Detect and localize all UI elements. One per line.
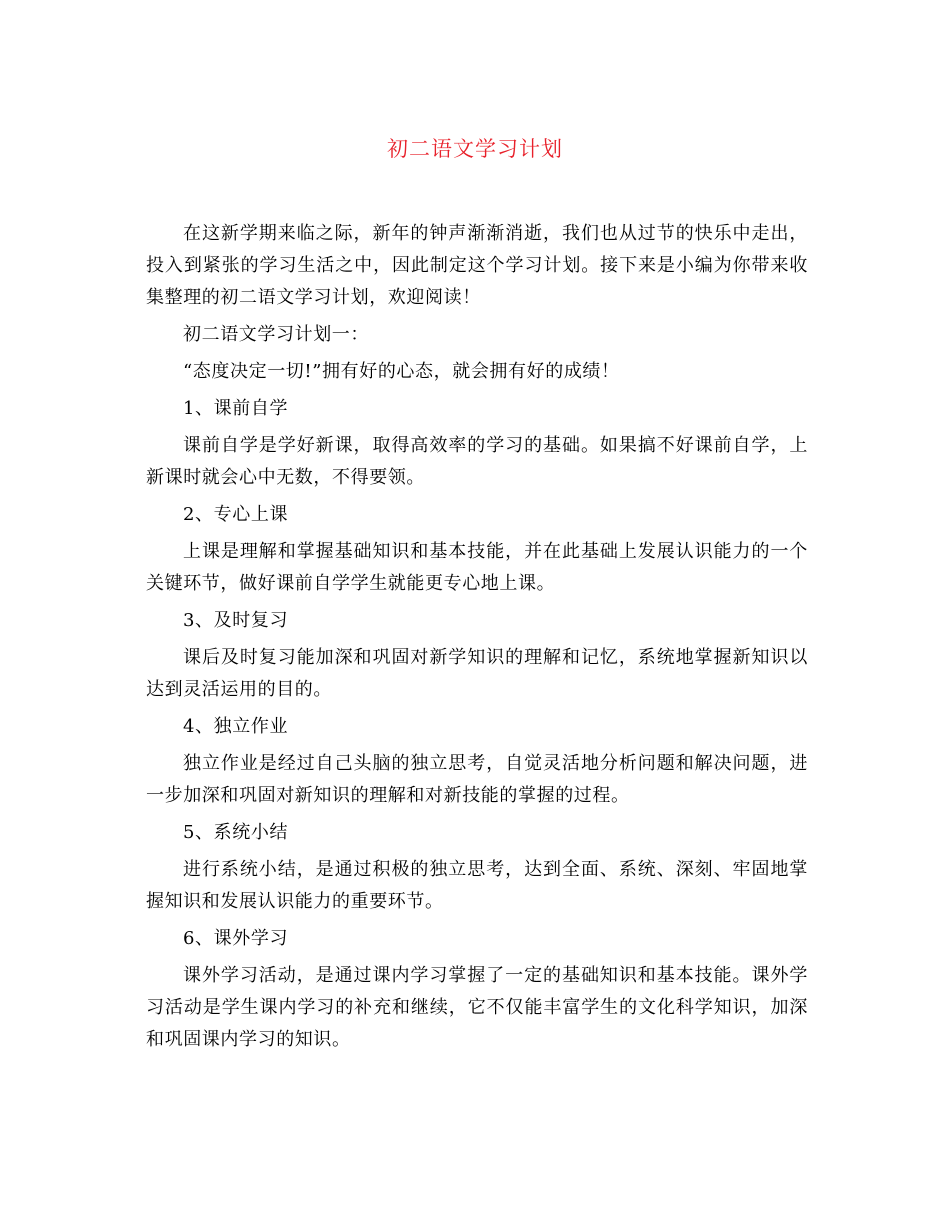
paragraph-section-2: 上课是理解和掌握基础知识和基本技能，并在此基础上发展认识能力的一个关键环节，做好课前自学学生就能更专心地上课。 — [146, 541, 808, 594]
paragraph-intro: 在这新学期来临之际，新年的钟声渐渐消逝，我们也从过节的快乐中走出，投入到紧张的学习生活之中，因此制定这个学习计划。接下来是小编为你带来收集整理的初二语文学习计划，欢迎阅读！ — [146, 223, 808, 308]
section-heading-1: 1、课前自学 — [183, 398, 289, 419]
paragraph-section-1: 课前自学是学好新课，取得高效率的学习的基础。如果搞不好课前自学，上新课时就会心中无数，不得要领。 — [146, 435, 808, 488]
paragraph-quote: “态度决定一切!”拥有好的心态，就会拥有好的成绩！ — [183, 361, 620, 382]
paragraph-section-4: 独立作业是经过自己头脑的独立思考，自觉灵活地分析问题和解决问题，进一步加深和巩固对新知识的理解和对新技能的掌握的过程。 — [146, 753, 808, 806]
section-heading-6: 6、课外学习 — [183, 928, 289, 949]
section-heading-2: 2、专心上课 — [183, 504, 289, 525]
paragraph-section-5: 进行系统小结，是通过积极的独立思考，达到全面、系统、深刻、牢固地掌握知识和发展认识能力的重要环节。 — [146, 859, 808, 912]
section-heading-5: 5、系统小结 — [183, 822, 289, 843]
document-body — [146, 218, 808, 1061]
paragraph-section-6: 课外学习活动，是通过课内学习掌握了一定的基础知识和基本技能。课外学习活动是学生课内学习的补充和继续，它不仅能丰富学生的文化科学知识，加深和巩固课内学习的知识。 — [146, 965, 808, 1050]
paragraph-section-3: 课后及时复习能加深和巩固对新学知识的理解和记忆，系统地掌握新知识以达到灵活运用的目的。 — [146, 647, 808, 700]
paragraph-plan-heading: 初二语文学习计划一： — [183, 324, 369, 345]
document-title: 初二语文学习计划 — [387, 137, 563, 161]
section-heading-4: 4、独立作业 — [183, 716, 289, 737]
section-heading-3: 3、及时复习 — [183, 610, 289, 631]
